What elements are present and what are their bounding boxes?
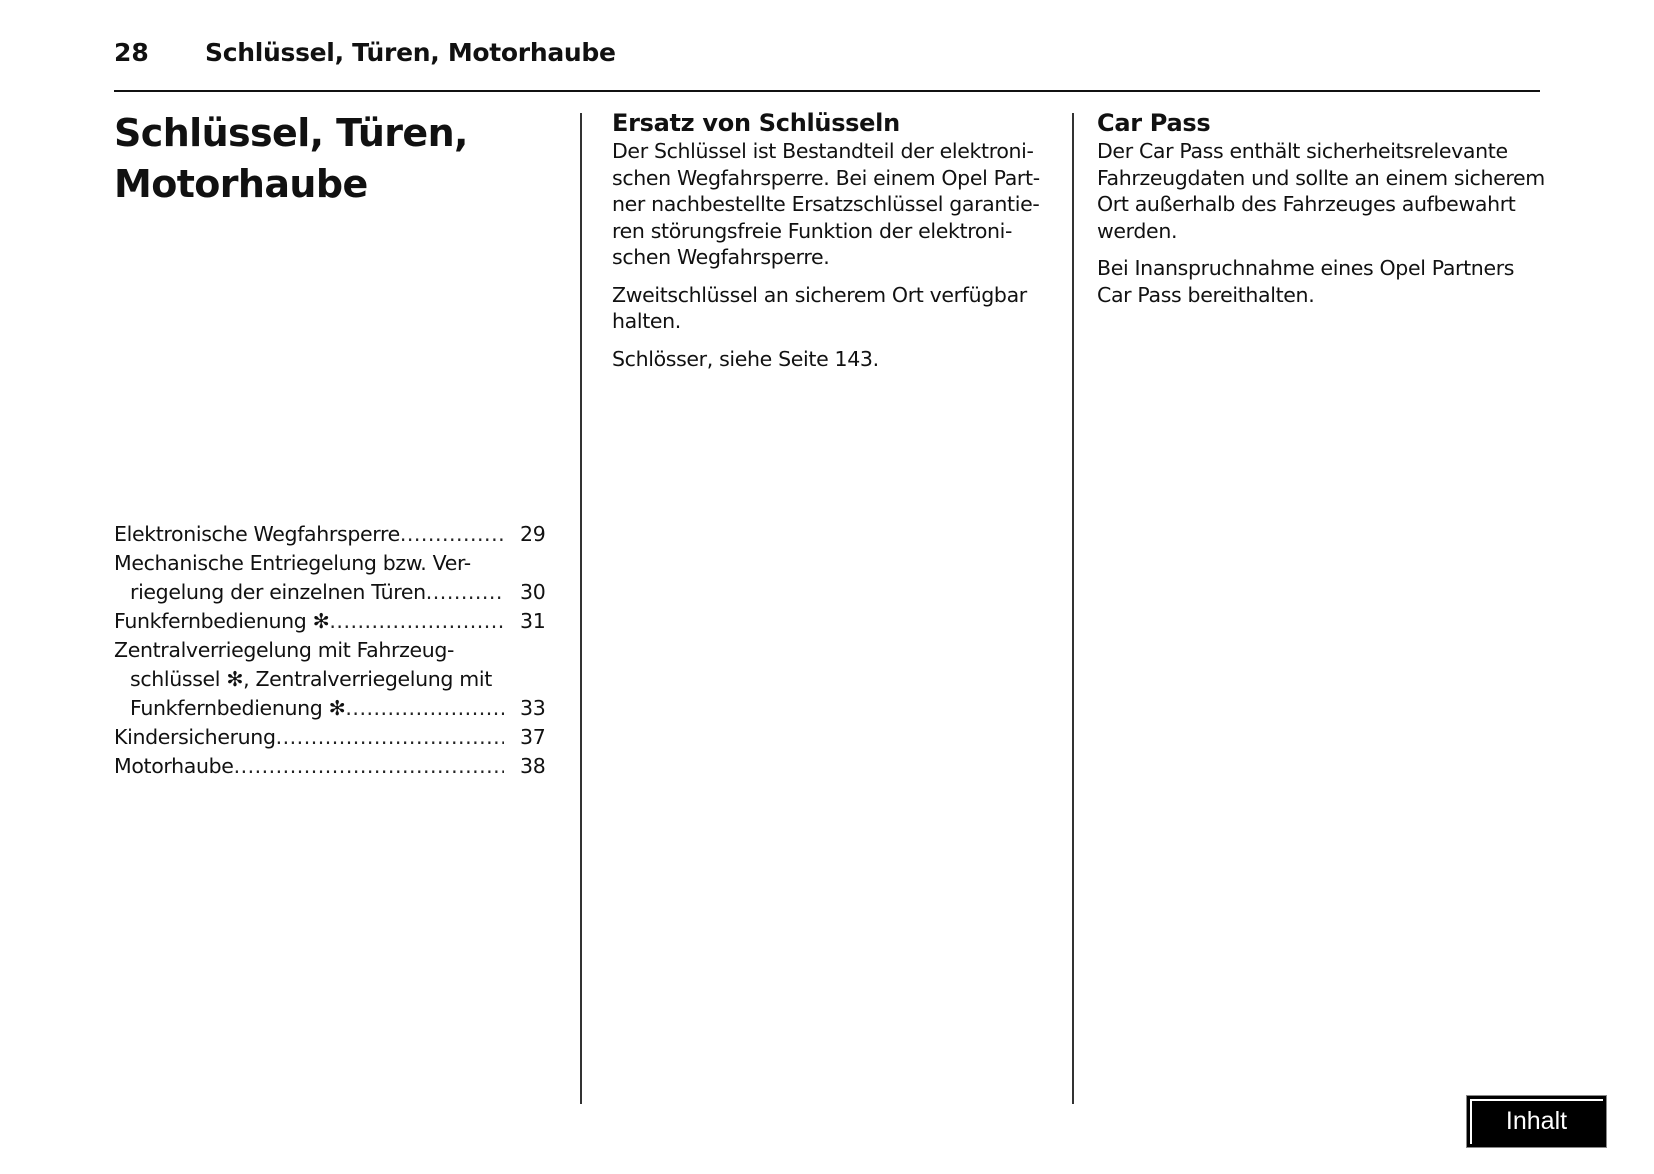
toc-entry-label: Zentralverriegelung mit Fahrzeug-	[114, 638, 455, 662]
toc-entry-label: Funkfernbedienung ✻	[114, 609, 330, 633]
contents-button[interactable]	[1466, 1095, 1607, 1148]
paragraph: Zweitschlüssel an sicherem Ort verfügbar halten.	[612, 282, 1027, 333]
chapter-title-line1: Schlüssel, Türen,	[114, 111, 468, 155]
toc-entry-label: Elektronische Wegfahrsperre	[114, 522, 400, 546]
section-car-pass	[1097, 108, 1545, 319]
toc-entry[interactable]	[114, 636, 560, 723]
toc-entry-label: Motorhaube	[114, 754, 234, 778]
toc-page-number: 33	[520, 696, 546, 720]
section-heading: Car Pass	[1097, 109, 1211, 137]
toc-entry-label-cont: Funkfernbedienung ✻	[130, 696, 346, 720]
toc-page-number: 38	[520, 754, 546, 778]
page-number: 28	[114, 38, 149, 67]
section-heading: Ersatz von Schlüsseln	[612, 109, 900, 137]
toc-entry-label: Mechanische Entriegelung bzw. Ver-	[114, 551, 471, 575]
running-title: Schlüssel, Türen, Motorhaube	[205, 38, 616, 67]
chapter-title-column	[114, 108, 554, 210]
toc-entry[interactable]	[114, 607, 560, 636]
chapter-title	[114, 108, 554, 210]
toc-leader-dots	[426, 578, 504, 607]
toc-leader-dots	[276, 723, 504, 752]
toc-leader-dots	[329, 607, 504, 636]
column-divider	[1072, 113, 1074, 1104]
toc-leader-dots	[234, 752, 504, 781]
chapter-title-line2: Motorhaube	[114, 162, 368, 206]
toc-entry-label: Kindersicherung	[114, 725, 276, 749]
page-reference[interactable]: Schlösser, siehe Seite 143.	[612, 346, 879, 371]
toc-leader-dots	[345, 694, 504, 723]
toc-page-number: 29	[520, 522, 546, 546]
toc-entry[interactable]	[114, 549, 560, 607]
toc-leader-dots	[400, 520, 504, 549]
toc-entry-label-cont: riegelung der einzelnen Türen	[130, 580, 426, 604]
contents-button-label: Inhalt	[1505, 1107, 1568, 1135]
toc-entry[interactable]	[114, 752, 560, 781]
column-divider	[580, 113, 582, 1104]
paragraph: Der Schlüssel ist Bestandteil der elektronischen Wegfahrsperre. Bei einem Opel Partner nachbestellte Ersatzschlüssel garantieren störungsfreie Funktion der elektronischen Wegfahrsperre.	[612, 139, 1041, 269]
toc-entry[interactable]	[114, 723, 560, 752]
toc-page-number: 37	[520, 725, 546, 749]
toc-entry-label-cont: schlüssel ✻, Zentralverriegelung mit	[130, 667, 492, 691]
header-rule	[114, 90, 1540, 92]
section-ersatz-von-schluesseln	[612, 108, 1060, 383]
toc-page-number: 31	[520, 609, 546, 633]
toc-page-number: 30	[520, 580, 546, 604]
chapter-toc	[114, 520, 560, 781]
toc-entry[interactable]	[114, 520, 560, 549]
paragraph: Bei Inanspruchnahme eines Opel Partners Car Pass bereithalten.	[1097, 256, 1515, 307]
paragraph: Der Car Pass enthält sicherheitsrelevante Fahrzeugdaten und sollte an einem sicherem Ort außerhalb des Fahrzeuges aufbewahrt werden.	[1097, 139, 1545, 243]
